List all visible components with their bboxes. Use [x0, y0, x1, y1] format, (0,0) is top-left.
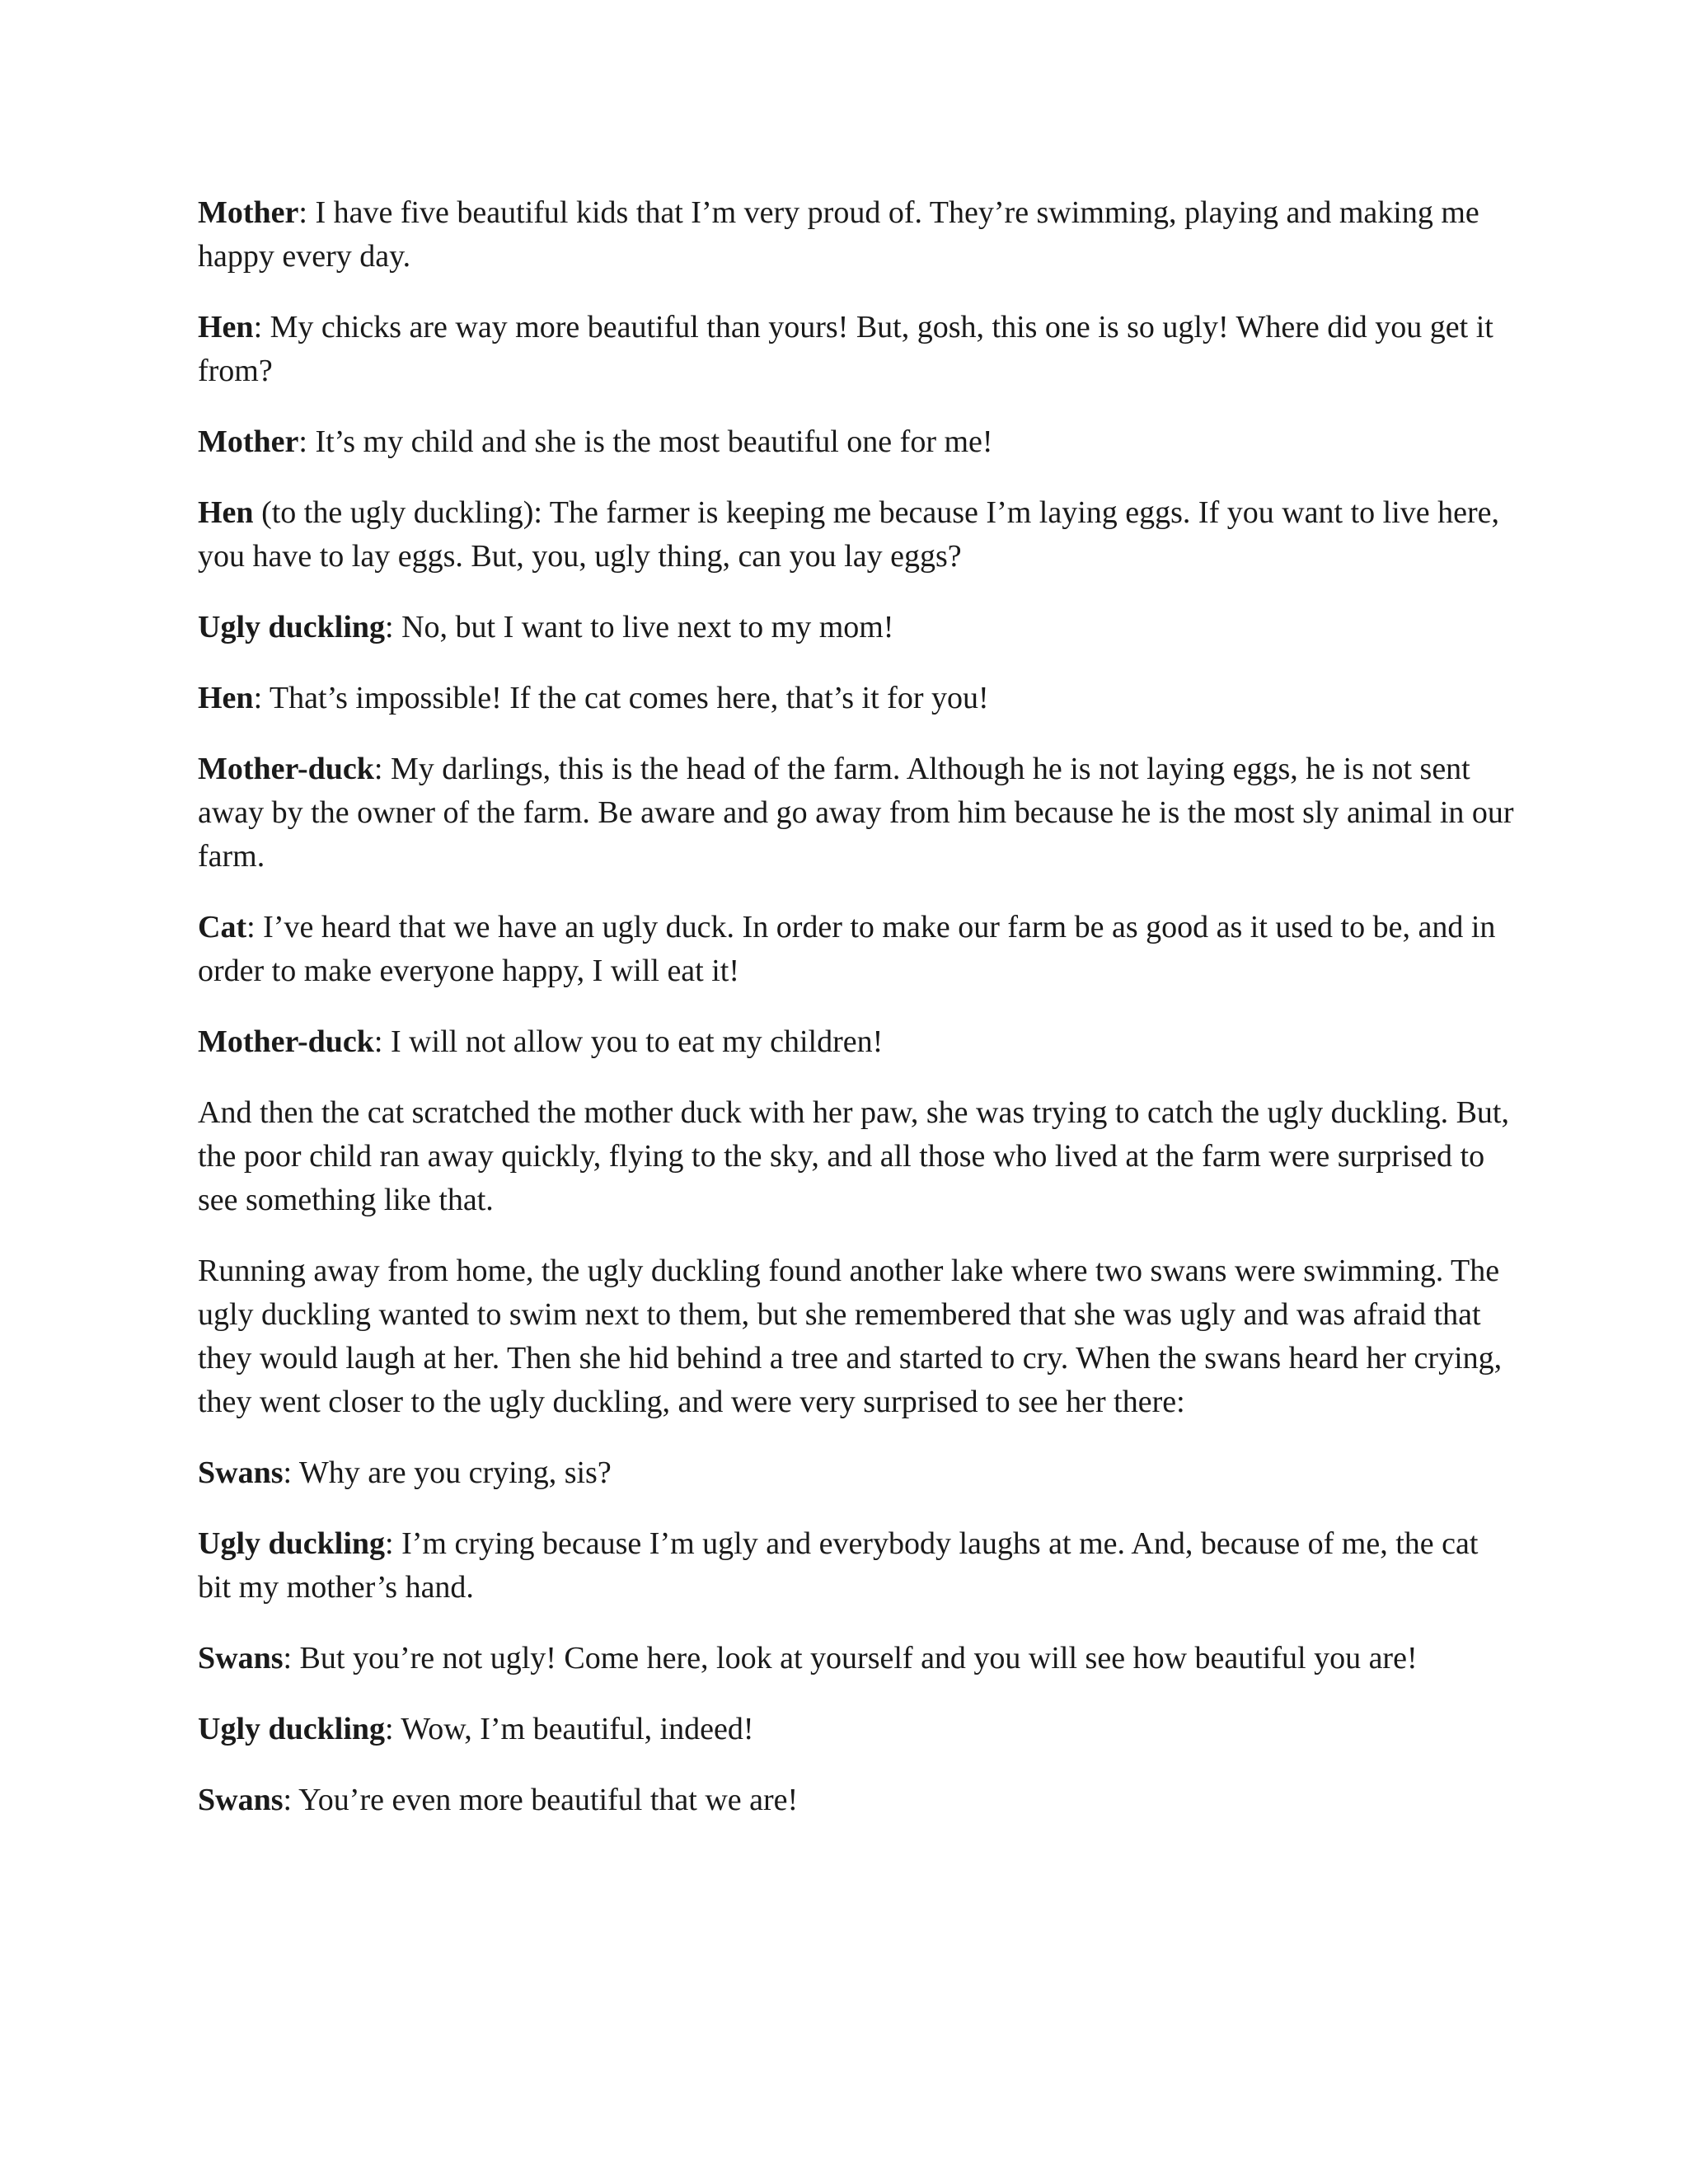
speaker-name: Hen [198, 681, 254, 715]
speaker-name: Ugly duckling [198, 1712, 386, 1746]
speaker-name: Mother [198, 195, 299, 230]
speaker-name: Swans [198, 1783, 284, 1817]
narration-text: Running away from home, the ugly duckling found another lake where two swans were swimming. The ugly duckling wanted to swim next to them, but she remembered that she was ugly and was afraid that they would laugh at her. Then she hid behind a tree and started to cry. When the swans heard her crying, they went closer to the ugly duckling, and were very surprised to see her there: [198, 1254, 1503, 1419]
dialogue-line [198, 191, 1517, 279]
dialogue-line [198, 906, 1517, 993]
speaker-name: Ugly duckling [198, 610, 386, 644]
dialogue-line [198, 420, 1517, 464]
dialogue-text: : It’s my child and she is the most beautiful one for me! [298, 424, 993, 459]
dialogue-line [198, 677, 1517, 720]
dialogue-text: : I will not allow you to eat my children! [373, 1024, 884, 1059]
document-body [198, 191, 1517, 1849]
dialogue-line [198, 491, 1517, 579]
dialogue-line [198, 1637, 1517, 1680]
dialogue-text: : But you’re not ugly! Come here, look at yourself and you will see how beautiful you are! [283, 1641, 1418, 1675]
dialogue-line [198, 1522, 1517, 1610]
speaker-name: Mother-duck [198, 752, 374, 786]
dialogue-text: : The farmer is keeping me because I’m laying eggs. If you want to live here, you have to lay eggs. But, you, ugly thing, can you lay eggs? [198, 495, 1500, 574]
dialogue-line [198, 1451, 1517, 1495]
dialogue-text: : Wow, I’m beautiful, indeed! [385, 1712, 754, 1746]
speaker-name: Ugly duckling [198, 1526, 386, 1561]
stage-direction: (to the ugly duckling) [253, 495, 534, 530]
dialogue-text: : That’s impossible! If the cat comes here, that’s it for you! [253, 681, 989, 715]
speaker-name: Cat [198, 910, 247, 944]
narration-paragraph [198, 1249, 1517, 1424]
dialogue-line [198, 1020, 1517, 1064]
dialogue-line [198, 748, 1517, 879]
dialogue-text: : My chicks are way more beautiful than yours! But, gosh, this one is so ugly! Where did you get it from? [198, 310, 1493, 388]
speaker-name: Hen [198, 495, 254, 530]
narration-paragraph [198, 1091, 1517, 1222]
speaker-name: Hen [198, 310, 254, 344]
dialogue-text: : I’ve heard that we have an ugly duck. In order to make our farm be as good as it used to be, and in order to make everyone happy, I will eat it! [198, 910, 1496, 988]
dialogue-line [198, 1779, 1517, 1822]
dialogue-line [198, 306, 1517, 393]
narration-text: And then the cat scratched the mother duck with her paw, she was trying to catch the ugly duckling. But, the poor child ran away quickly, flying to the sky, and all those who lived at the farm were surprised to see something like that. [198, 1095, 1509, 1217]
dialogue-text: : No, but I want to live next to my mom! [385, 610, 894, 644]
dialogue-text: : I have five beautiful kids that I’m very proud of. They’re swimming, playing and making me happy every day. [198, 195, 1479, 274]
dialogue-line [198, 606, 1517, 649]
dialogue-text: : Why are you crying, sis? [283, 1455, 612, 1490]
dialogue-line [198, 1708, 1517, 1751]
speaker-name: Mother [198, 424, 299, 459]
dialogue-text: : I’m crying because I’m ugly and everybody laughs at me. And, because of me, the cat bit my mother’s hand. [198, 1526, 1479, 1605]
speaker-name: Swans [198, 1455, 284, 1490]
speaker-name: Mother-duck [198, 1024, 374, 1059]
dialogue-text: : My darlings, this is the head of the farm. Although he is not laying eggs, he is not sent away by the owner of the farm. Be aware and go away from him because he is the most sly animal in our farm. [198, 752, 1514, 874]
speaker-name: Swans [198, 1641, 284, 1675]
dialogue-text: : You’re even more beautiful that we are! [283, 1783, 799, 1817]
